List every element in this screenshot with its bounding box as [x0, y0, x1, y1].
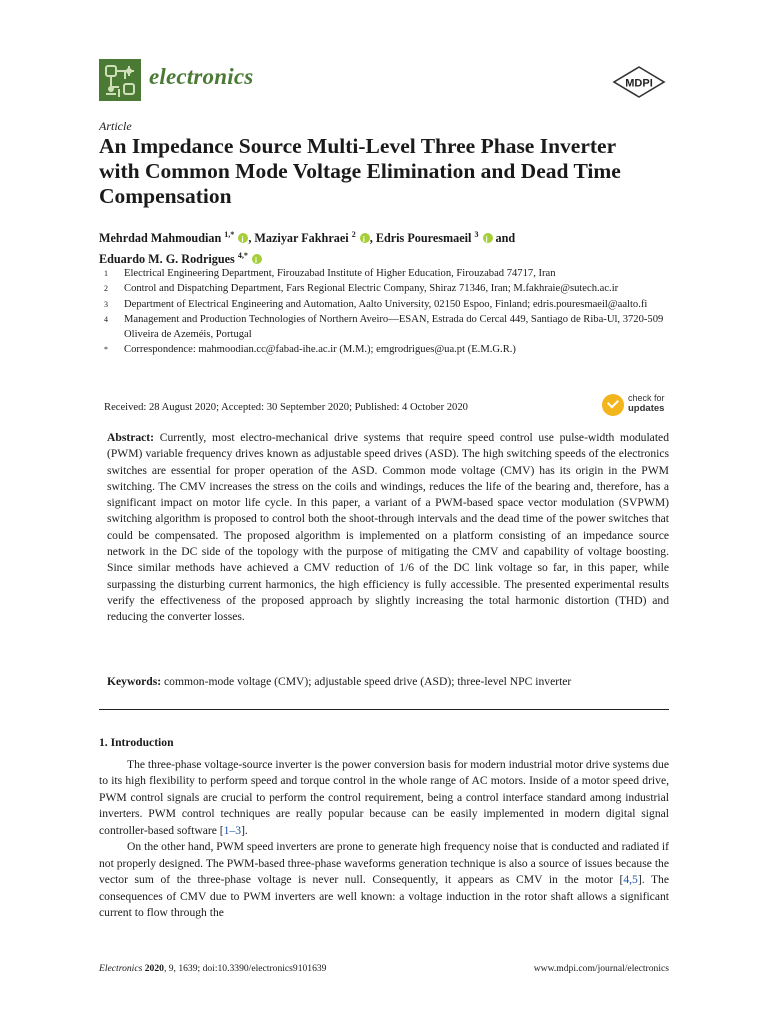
affiliation-text: Department of Electrical Engineering and Automation, Aalto University, 02150 Espoo, Finland; edris.pouresmaeil@aalto.fi	[124, 298, 648, 310]
paper-title: An Impedance Source Multi-Level Three Phase Inverter with Common Mode Voltage Elimination and Dead Time Compensation	[99, 134, 621, 208]
author-name: Edris Pouresmaeil	[375, 231, 472, 246]
author-separator: ,	[369, 231, 376, 246]
paragraph-text: The three-phase voltage-source inverter is the power conversion basis for modern industrial motor drive systems due to its high flexibility to perform speed and torque control in the whole range of AC motors. Inside of a motor speed drive, PWM control signals are crucial to perform the control requirement, being a control interface standard among industrial inverters. PWM control techniques are really popular because can be easily implemented in modern digital signal controller-based software [	[99, 758, 669, 837]
check-updates-icon	[602, 394, 624, 416]
affiliation-item	[104, 266, 664, 281]
correspondence-text: Correspondence: mahmoodian.cc@fabad-ihe.ac.ir (M.M.); emgrodrigues@ua.pt (E.M.G.R.)	[124, 344, 516, 356]
affiliation-number: *	[104, 345, 108, 355]
affiliation-number: 2	[104, 284, 108, 294]
abstract-label: Abstract:	[107, 431, 155, 444]
paragraph-text: ].	[241, 823, 248, 837]
affiliation-list	[104, 266, 664, 358]
journal-logo-icon	[99, 59, 141, 101]
section-heading: 1. Introduction	[99, 736, 174, 749]
author-affiliation-marker: 1,*	[224, 230, 235, 239]
footer-citation	[99, 963, 326, 974]
affiliation-item	[104, 281, 664, 296]
orcid-icon[interactable]	[252, 254, 262, 264]
check-for-updates-badge[interactable]	[602, 393, 672, 419]
affiliation-item	[104, 312, 664, 343]
footer-year: 2020	[144, 963, 164, 974]
author-name: Mehrdad Mahmoudian	[99, 231, 222, 246]
keywords	[107, 674, 669, 690]
check-updates-line2: updates	[628, 403, 665, 414]
citation-link[interactable]: 4,5	[623, 873, 638, 887]
check-updates-line1: check for	[628, 393, 665, 403]
author-name: Maziyar Fakhraei	[254, 231, 349, 246]
citation-link[interactable]: 1–3	[223, 823, 242, 837]
orcid-icon[interactable]	[483, 233, 493, 243]
author-separator: ,	[248, 231, 255, 246]
affiliation-item	[104, 297, 664, 312]
affiliation-number: 3	[104, 299, 108, 309]
affiliation-text: Electrical Engineering Department, Firouzabad Institute of Higher Education, Firouzabad 74717, Iran	[124, 268, 556, 279]
author-affiliation-marker: 4,*	[237, 251, 248, 261]
section-body	[99, 757, 669, 922]
orcid-icon[interactable]	[238, 233, 248, 243]
mdpi-logo-text: MDPI	[625, 77, 653, 90]
author-name: Eduardo M. G. Rodrigues	[99, 252, 235, 267]
author-separator: and	[492, 231, 516, 246]
journal-name: electronics	[149, 64, 254, 89]
author-list	[99, 226, 659, 268]
mdpi-logo-icon	[612, 66, 666, 98]
affiliation-number: 4	[104, 314, 108, 324]
abstract-text: Currently, most electro-mechanical drive systems that require speed control use pulse-width modulated (PWM) variable frequency drives known as adjustable speed drives (ASD). The high switching speeds of the electronics switches are essential for proper operation of the ASD. Common mode voltage (CMV) has its origin in the PWM switching. The CMV increases the stress on the coils and windings, reduces the life of the bearing and, therefore, has a significant impact on motor life cycle. In this paper, a variant of a PWM-based space vector modulation (SVPWM) switching algorithm is proposed to control both the shoot-through intervals and the dead time of the power switches that could be compensated. The proposed algorithm is implemented on a platform consisting of an impedance source network in the DC side of the topology with the purpose of mitigating the CMV and capability of voltage boosting. Since similar methods have achieved a CMV reduction of 1/6 of the DC link voltage so far, in this paper, while surpassing the disturbing current harmonics, the high efficiency is fully accessible. The presented experimental results verify the effectiveness of the proposed approach by slightly increasing the total harmonic distortion (THD) and reducing the converter losses.	[107, 431, 669, 624]
author-affiliation-marker: 2	[351, 230, 356, 239]
footer-journal: Electronics	[99, 963, 143, 974]
keywords-text: common-mode voltage (CMV); adjustable speed drive (ASD); three-level NPC inverter	[164, 675, 572, 688]
author-affiliation-marker: 3	[474, 230, 479, 239]
paragraph-text: ]. The consequences of CMV due to PWM inverters are well known: a voltage induction in the rotor shaft allows a significant current to flow through the	[99, 873, 669, 920]
abstract	[107, 430, 669, 626]
footer-doi: , 9, 1639; doi:10.3390/electronics9101639	[163, 963, 327, 974]
paragraph	[99, 839, 669, 921]
affiliation-text: Management and Production Technologies of Northern Aveiro—ESAN, Estrada do Cercal 449, Santiago de Riba-Ul, 3720-509 Oliveira de Azeméis, Portugal	[124, 313, 664, 341]
publication-dates: Received: 28 August 2020; Accepted: 30 September 2020; Published: 4 October 2020	[104, 402, 468, 413]
section-divider	[99, 709, 669, 710]
affiliation-text: Control and Dispatching Department, Fars Regional Electric Company, Shiraz 71346, Iran; M.fakhraie@sutech.ac.ir	[124, 283, 619, 295]
affiliation-number: 1	[104, 269, 108, 278]
footer-url[interactable]: www.mdpi.com/journal/electronics	[533, 963, 669, 974]
paragraph	[99, 757, 669, 839]
article-type: Article	[99, 119, 132, 133]
paragraph-text: On the other hand, PWM speed inverters are prone to generate high frequency noise that is conducted and radiated if not properly designed. The PWM-based three-phase waveforms generation technique is also a source of issues because the vector sum of the three-phase voltage is never null. Consequently, it appears as CMV in the motor [	[99, 840, 669, 887]
keywords-label: Keywords:	[107, 675, 162, 688]
affiliation-item	[104, 342, 664, 357]
orcid-icon[interactable]	[360, 233, 370, 243]
